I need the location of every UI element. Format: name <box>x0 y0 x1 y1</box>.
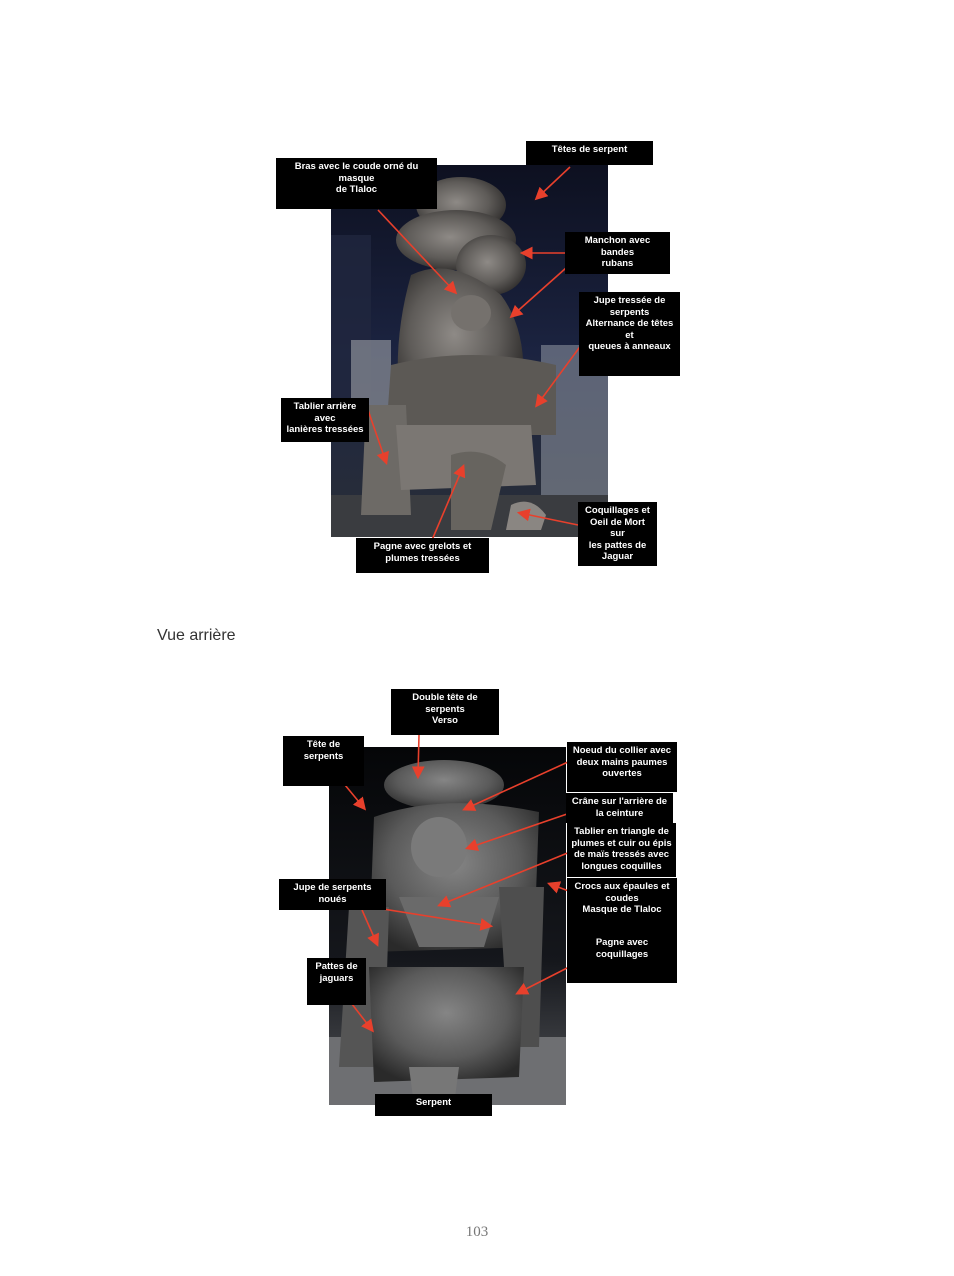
label-pagne-coquillages: Pagne avec coquillages <box>567 934 677 983</box>
label-manchon: Manchon avec bandes rubans <box>565 232 670 274</box>
label-tetes-de-serpent: Têtes de serpent <box>526 141 653 165</box>
back-view-photo <box>329 747 566 1105</box>
label-tete-serpents: Tête de serpents <box>283 736 364 786</box>
label-coquillages: Coquillages et Oeil de Mort sur les pattes de Jaguar <box>578 502 657 566</box>
label-jupe-tressee: Jupe tressée de serpents Alternance de têtes et queues à anneaux <box>579 292 680 376</box>
label-double-tete: Double tête de serpents Verso <box>391 689 499 735</box>
label-pattes-jaguars: Pattes de jaguars <box>307 958 366 1005</box>
back-view-caption: Vue arrière <box>157 627 236 644</box>
label-tablier-triangle: Tablier en triangle de plumes et cuir ou épis de maïs tressés avec longues coquilles <box>567 823 676 877</box>
label-serpent: Serpent <box>375 1094 492 1116</box>
label-tablier-arriere: Tablier arrière avec lanières tressées <box>281 398 369 442</box>
label-crane-ceinture: Crâne sur l'arrière de la ceinture <box>566 793 673 823</box>
label-bras-coude: Bras avec le coude orné du masque de Tlaloc <box>276 158 437 209</box>
front-view-photo <box>331 165 608 537</box>
label-pagne-grelots: Pagne avec grelots et plumes tressées <box>356 538 489 573</box>
label-noeud-collier: Noeud du collier avec deux mains paumes ouvertes <box>567 742 677 792</box>
page-number: 103 <box>465 1224 489 1240</box>
label-jupe-serpents-noues: Jupe de serpents noués <box>279 879 386 910</box>
label-crocs: Crocs aux épaules et coudes Masque de Tlaloc <box>567 878 677 935</box>
